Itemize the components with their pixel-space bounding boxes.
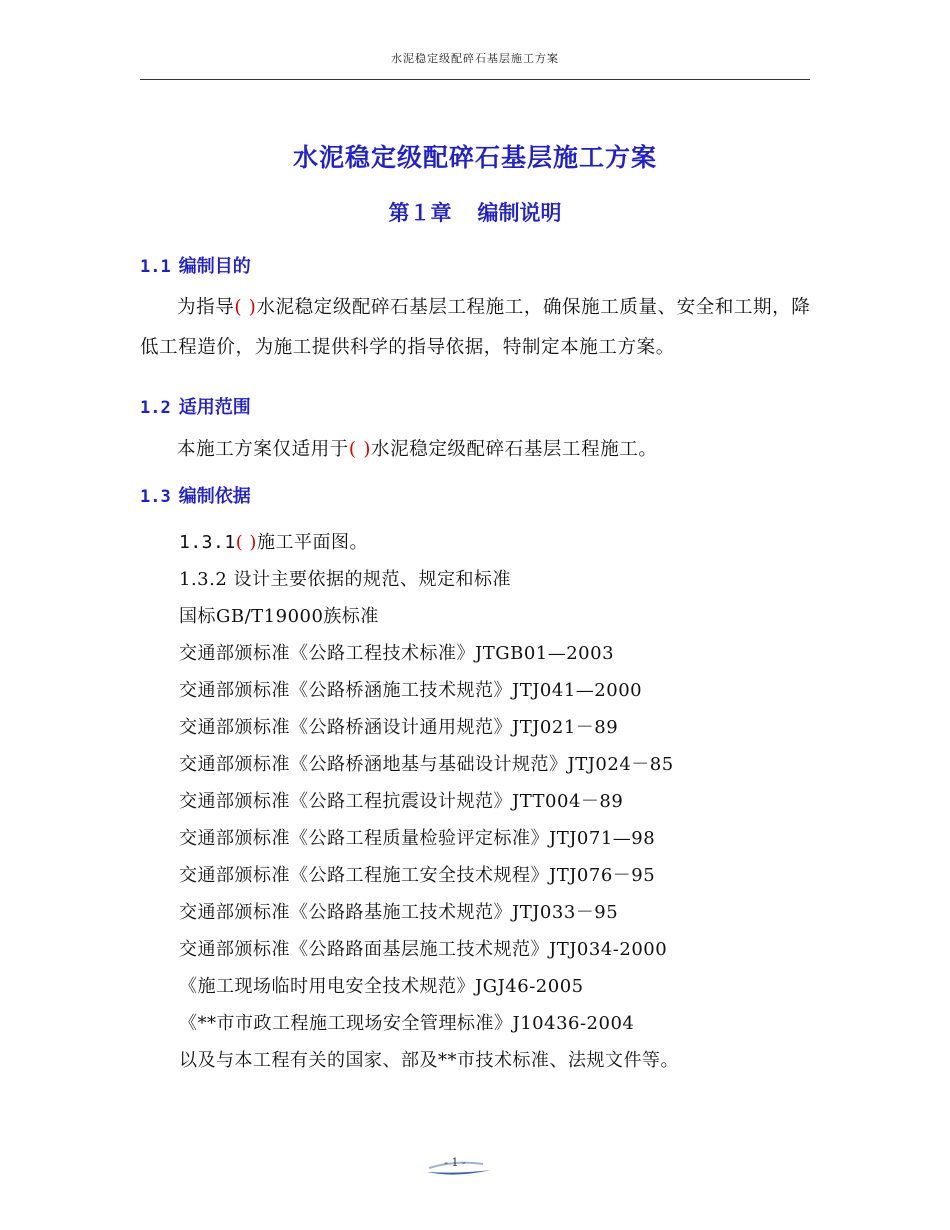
section-heading-1-2 — [140, 393, 251, 419]
running-header: 水泥稳定级配碎石基层施工方案 — [391, 52, 559, 65]
page-number: - 1 - — [444, 1156, 466, 1169]
section-number: 1.1 — [140, 257, 171, 277]
blank-marker: ( ) — [348, 439, 372, 460]
standard-item: 交通部颁标准《公路桥涵设计通用规范》JTJ021－89 — [179, 717, 619, 738]
standard-item: 《施工现场临时用电安全技术规范》JGJ46-2005 — [179, 976, 584, 997]
standard-item: 交通部颁标准《公路工程抗震设计规范》JTT004－89 — [179, 791, 624, 812]
item-text: 施工平面图。 — [256, 532, 368, 553]
section-heading-1-1 — [140, 252, 251, 278]
section-number: 1.3 — [140, 487, 171, 507]
section-heading-1-3 — [140, 482, 251, 508]
paragraph-purpose — [140, 288, 812, 368]
section-number: 1.2 — [140, 398, 171, 418]
standard-item: 交通部颁标准《公路路基施工技术规范》JTJ033－95 — [179, 902, 619, 923]
header-rule — [140, 79, 810, 80]
standard-item: 以及与本工程有关的国家、部及**市技术标准、法规文件等。 — [179, 1050, 679, 1071]
chapter-name: 编制说明 — [477, 200, 562, 225]
section-title: 编制依据 — [178, 486, 251, 507]
standard-item: 交通部颁标准《公路工程施工安全技术规程》JTJ076－95 — [179, 865, 656, 886]
standard-item: 交通部颁标准《公路桥涵地基与基础设计规范》JTJ024－85 — [179, 754, 674, 775]
page-footer — [425, 1152, 495, 1180]
blank-marker: ( ) — [234, 297, 257, 318]
section-title: 适用范围 — [178, 397, 251, 418]
paragraph-text: 水泥稳定级配碎石基层工程施工，确保施工质量、安全和工期，降低工程造价，为施工提供科学的指导依据，特制定本施工方案。 — [140, 297, 811, 358]
standard-item: 交通部颁标准《公路路面基层施工技术规范》JTJ034-2000 — [179, 939, 668, 960]
item-number: 1.3.1 — [179, 532, 236, 553]
section-title: 编制目的 — [178, 256, 251, 277]
standard-item: 《**市市政工程施工现场安全管理标准》J10436-2004 — [179, 1013, 635, 1034]
list-item-1-3-2: 1.3.2 设计主要依据的规范、规定和标准 — [179, 569, 512, 590]
paragraph-scope — [140, 430, 812, 470]
chapter-label: 第１章 — [388, 200, 452, 225]
paragraph-text: 水泥稳定级配碎石基层工程施工。 — [371, 439, 658, 460]
paragraph-text: 为指导 — [177, 297, 235, 318]
list-item-1-3-1 — [179, 528, 368, 554]
standard-item: 交通部颁标准《公路工程技术标准》JTGB01—2003 — [179, 643, 615, 664]
blank-marker: ( ) — [235, 532, 257, 553]
document-title: 水泥稳定级配碎石基层施工方案 — [292, 143, 657, 172]
paragraph-text: 本施工方案仅适用于 — [177, 439, 349, 460]
chapter-title — [140, 197, 810, 227]
standard-item: 国标GB/T19000族标准 — [179, 606, 379, 627]
standard-item: 交通部颁标准《公路桥涵施工技术规范》JTJ041—2000 — [179, 680, 643, 701]
standard-item: 交通部颁标准《公路工程质量检验评定标准》JTJ071—98 — [179, 828, 656, 849]
